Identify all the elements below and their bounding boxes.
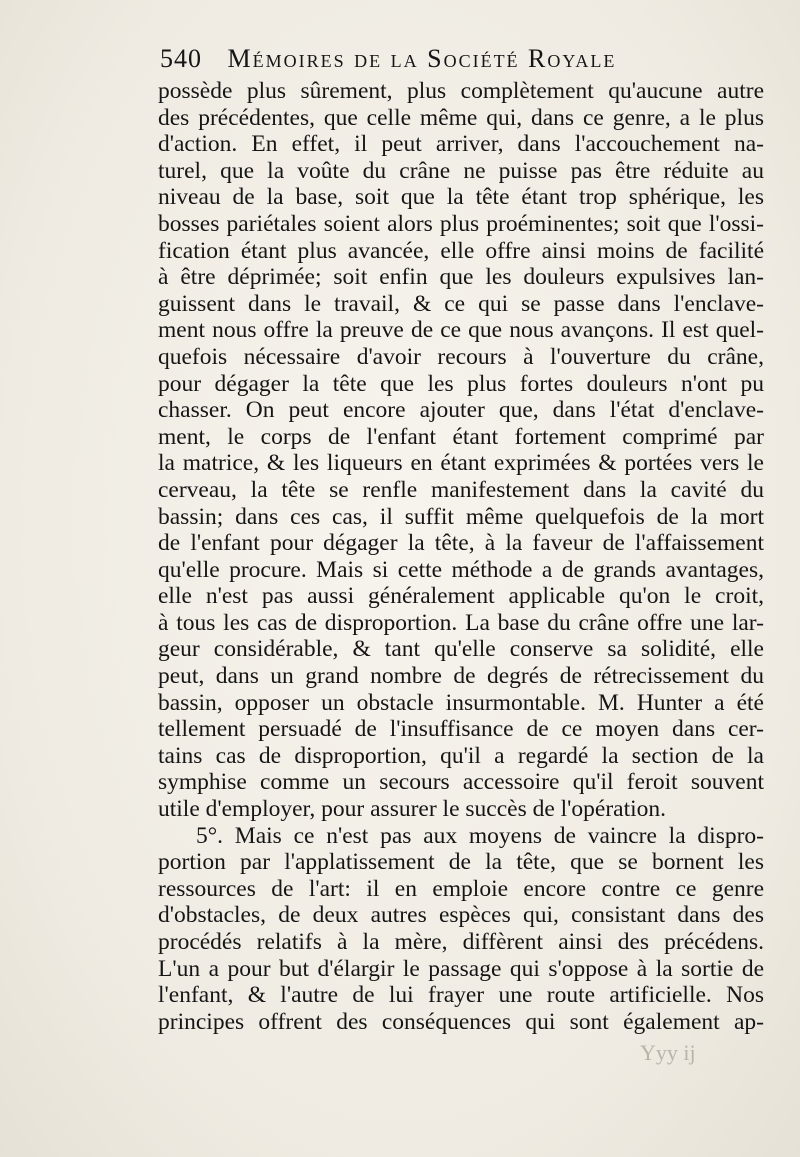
text-line: possède plus sûrement, plus complètement qu'aucune autre bbox=[158, 78, 764, 104]
text-line: cerveau, la tête se renfle manifestement dans la cavité du bbox=[158, 476, 764, 503]
text-line: L'un a pour but d'élargir le passage qui s'oppose à la sortie de bbox=[158, 955, 764, 982]
text-line: portion par l'applatissement de la tête, que se bornent les bbox=[158, 849, 764, 876]
text-line: procédés relatifs à la mère, diffèrent ainsi des précédens. bbox=[158, 929, 764, 955]
text-line: chasser. On peut encore ajouter que, dans l'état d'enclave- bbox=[158, 397, 764, 424]
text-line: geur considérable, & tant qu'elle conserve sa solidité, elle bbox=[158, 636, 764, 663]
text-line: turel, que la voûte du crâne ne puisse pas être réduite au bbox=[158, 157, 764, 184]
text-line: fication étant plus avancée, elle offre ainsi moins de facilité bbox=[158, 237, 764, 264]
text-line: des précédentes, que celle même qui, dans ce genre, a le plus bbox=[158, 104, 764, 131]
page-number: 540 bbox=[160, 44, 202, 73]
text-line: 5°. Mais ce n'est pas aux moyens de vaincre la dispro- bbox=[196, 822, 764, 849]
text-line: à tous les cas de disproportion. La base du crâne offre une lar- bbox=[158, 609, 764, 636]
body-text bbox=[158, 78, 764, 1035]
text-line: d'obstacles, de deux autres espèces qui, consistant dans des bbox=[158, 902, 764, 929]
page-header bbox=[160, 44, 720, 80]
text-line: la matrice, & les liqueurs en étant exprimées & portées vers le bbox=[158, 450, 764, 477]
text-line: bassin; dans ces cas, il suffit même quelquefois de la mort bbox=[158, 503, 764, 530]
text-line: ment, le corps de l'enfant étant fortement comprimé par bbox=[158, 423, 764, 450]
text-line: ressources de l'art: il en emploie encore contre ce genre bbox=[158, 875, 764, 902]
text-line: d'action. En effet, il peut arriver, dans l'accouchement na- bbox=[158, 131, 764, 158]
text-line: peut, dans un grand nombre de degrés de rétrecissement du bbox=[158, 663, 764, 690]
text-line: principes offrent des conséquences qui sont également ap- bbox=[158, 1008, 764, 1035]
text-line: quefois nécessaire d'avoir recours à l'ouverture du crâne, bbox=[158, 343, 764, 370]
text-line: utile d'employer, pour assurer le succès de l'opération. bbox=[158, 796, 667, 823]
text-line: ment nous offre la preuve de ce que nous avançons. Il est quel- bbox=[158, 317, 764, 344]
text-line: qu'elle procure. Mais si cette méthode a de grands avantages, bbox=[158, 556, 764, 583]
text-line: niveau de la base, soit que la tête étant trop sphérique, les bbox=[158, 184, 764, 211]
text-line: bosses pariétales soient alors plus proéminentes; soit que l'ossi- bbox=[158, 210, 764, 237]
text-line: l'enfant, & l'autre de lui frayer une route artificielle. Nos bbox=[158, 982, 764, 1009]
text-line: symphise comme un secours accessoire qu'il feroit souvent bbox=[158, 769, 764, 796]
signature-mark: Yyy ij bbox=[640, 1040, 696, 1065]
text-line: de l'enfant pour dégager la tête, à la faveur de l'affaissement bbox=[158, 530, 764, 557]
text-line: à être déprimée; soit enfin que les douleurs expulsives lan- bbox=[158, 264, 764, 291]
text-line: pour dégager la tête que les plus fortes douleurs n'ont pu bbox=[158, 370, 764, 397]
text-line: tellement persuadé de l'insuffisance de ce moyen dans cer- bbox=[158, 716, 764, 743]
text-line: bassin, opposer un obstacle insurmontable. M. Hunter a été bbox=[158, 689, 764, 716]
running-title: Mémoires de la Société Royale bbox=[227, 44, 617, 73]
text-line: elle n'est pas aussi généralement applicable qu'on le croit, bbox=[158, 583, 764, 610]
text-line: guissent dans le travail, & ce qui se passe dans l'enclave- bbox=[158, 290, 764, 317]
text-line: tains cas de disproportion, qu'il a regardé la section de la bbox=[158, 742, 764, 769]
